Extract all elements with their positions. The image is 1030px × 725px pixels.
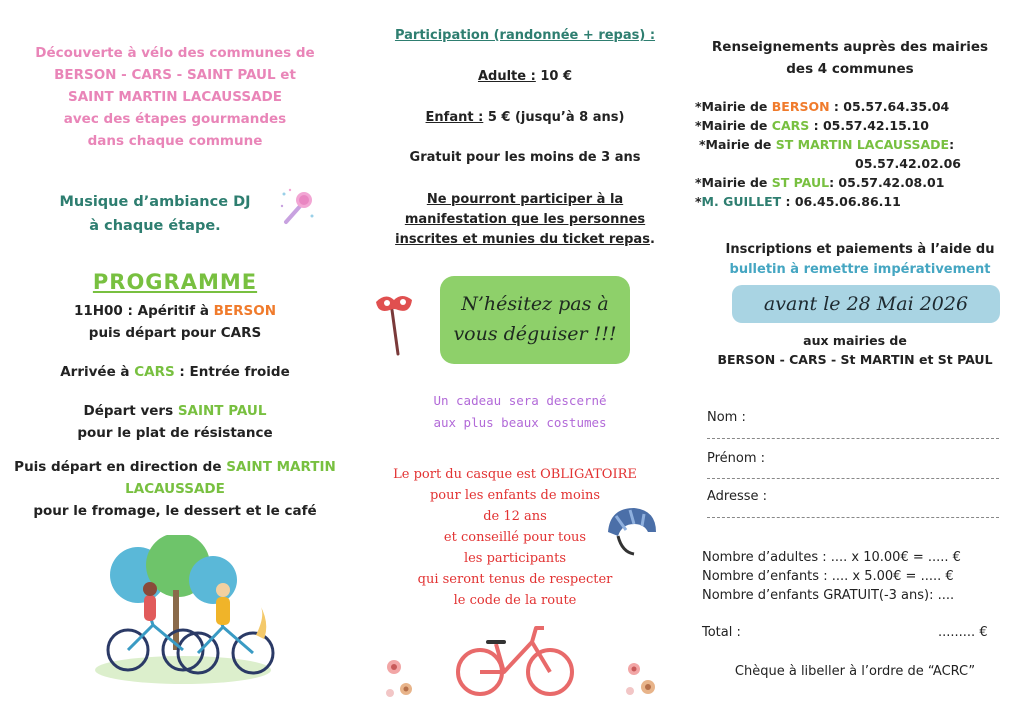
programme-title: PROGRAMME bbox=[92, 270, 258, 294]
bicycle-icon bbox=[452, 622, 578, 700]
contact-berson: *Mairie de BERSON : 05.57.64.35.04 bbox=[695, 99, 950, 114]
child-price: Enfant : 5 € (jusqu’à 8 ans) bbox=[425, 110, 625, 125]
mairies-text: aux mairies de BERSON - CARS - St MARTIN et St PAUL bbox=[717, 333, 993, 367]
nom-field[interactable] bbox=[707, 438, 999, 439]
nom-label: Nom : bbox=[707, 410, 746, 425]
adults-count-line[interactable]: Nombre d’adultes : .... x 10.00€ = ..... € bbox=[702, 550, 961, 565]
contact-cars: *Mairie de CARS : 05.57.42.15.10 bbox=[695, 118, 929, 133]
helmet-icon bbox=[604, 502, 660, 562]
total-value[interactable]: ......... € bbox=[938, 625, 988, 640]
step-2: Arrivée à CARS : Entrée froide bbox=[60, 364, 290, 380]
quantities bbox=[702, 548, 961, 605]
music-text: Musique d’ambiance DJ à chaque étape. bbox=[59, 194, 251, 234]
adresse-label: Adresse : bbox=[707, 489, 768, 504]
prenom-label: Prénom : bbox=[707, 451, 766, 466]
microphone-icon bbox=[276, 186, 316, 228]
children-count-line[interactable]: Nombre d’enfants : .... x 5.00€ = ..... € bbox=[702, 569, 954, 584]
step-3: Départ vers SAINT PAUL bbox=[83, 403, 267, 419]
cheque-text: Chèque à libeller à l’ordre de “ACRC” bbox=[734, 664, 976, 679]
helmet-notice: Le port du casque est OBLIGATOIRE pour les enfants de moins de 12 ans et conseillé pour tous les participants qui seront tenus de respecter le code de la route bbox=[393, 467, 637, 608]
info-title: Renseignements auprès des mairies des 4 communes bbox=[711, 39, 989, 77]
costume-callout: N’hésitez pas à vous déguiser !!! bbox=[440, 276, 630, 364]
free-text: Gratuit pour les moins de 3 ans bbox=[409, 150, 641, 165]
adresse-field[interactable] bbox=[707, 517, 999, 518]
contact-guillet: *M. GUILLET : 06.45.06.86.11 bbox=[695, 194, 901, 209]
cyclists-illustration bbox=[88, 535, 278, 695]
intro-text: Découverte à vélo des communes de BERSON - CARS - SAINT PAUL et SAINT MARTIN LACAUSSADE avec des étapes gourmandes dans chaque commune bbox=[35, 45, 315, 149]
contact-st-paul: *Mairie de ST PAUL: 05.57.42.08.01 bbox=[695, 175, 945, 190]
free-children-count-line[interactable]: Nombre d’enfants GRATUIT(-3 ans): .... bbox=[702, 588, 955, 603]
step-4: Puis départ en direction de SAINT MARTIN LACAUSSADE pour le fromage, le dessert et le café bbox=[14, 459, 336, 519]
adult-price: Adulte : 10 € bbox=[477, 69, 573, 84]
inscription-text: Inscriptions et paiements à l’aide du bbox=[725, 242, 995, 257]
contact-st-martin: *Mairie de ST MARTIN LACAUSSADE: bbox=[699, 137, 955, 152]
prenom-field[interactable] bbox=[707, 478, 999, 479]
gift-text: Un cadeau sera descerné aux plus beaux costumes bbox=[433, 393, 607, 430]
bulletin-text: bulletin à remettre impérativement bbox=[729, 262, 991, 277]
flower-icon bbox=[380, 655, 420, 703]
total-label: Total : bbox=[702, 625, 741, 640]
participation-title: Participation (randonnée + repas) : bbox=[394, 28, 656, 43]
participation-condition: Ne pourront participer à la manifestation que les personnes inscrites et munies du ticket repas. bbox=[395, 192, 655, 247]
programme-list: 11H00 : Apéritif à BERSON puis départ pour CARS Arrivée à CARS : Entrée froide Départ vers SAINT PAUL pour le plat de résistance bbox=[10, 300, 340, 444]
contact-st-martin-phone: 05.57.42.02.06 bbox=[855, 156, 961, 171]
step-1: 11H00 : Apéritif à BERSON bbox=[73, 303, 277, 319]
flower-icon bbox=[620, 655, 660, 703]
mask-icon bbox=[372, 288, 418, 358]
deadline-badge: avant le 28 Mai 2026 bbox=[732, 285, 1000, 323]
contact-list bbox=[695, 97, 1015, 211]
